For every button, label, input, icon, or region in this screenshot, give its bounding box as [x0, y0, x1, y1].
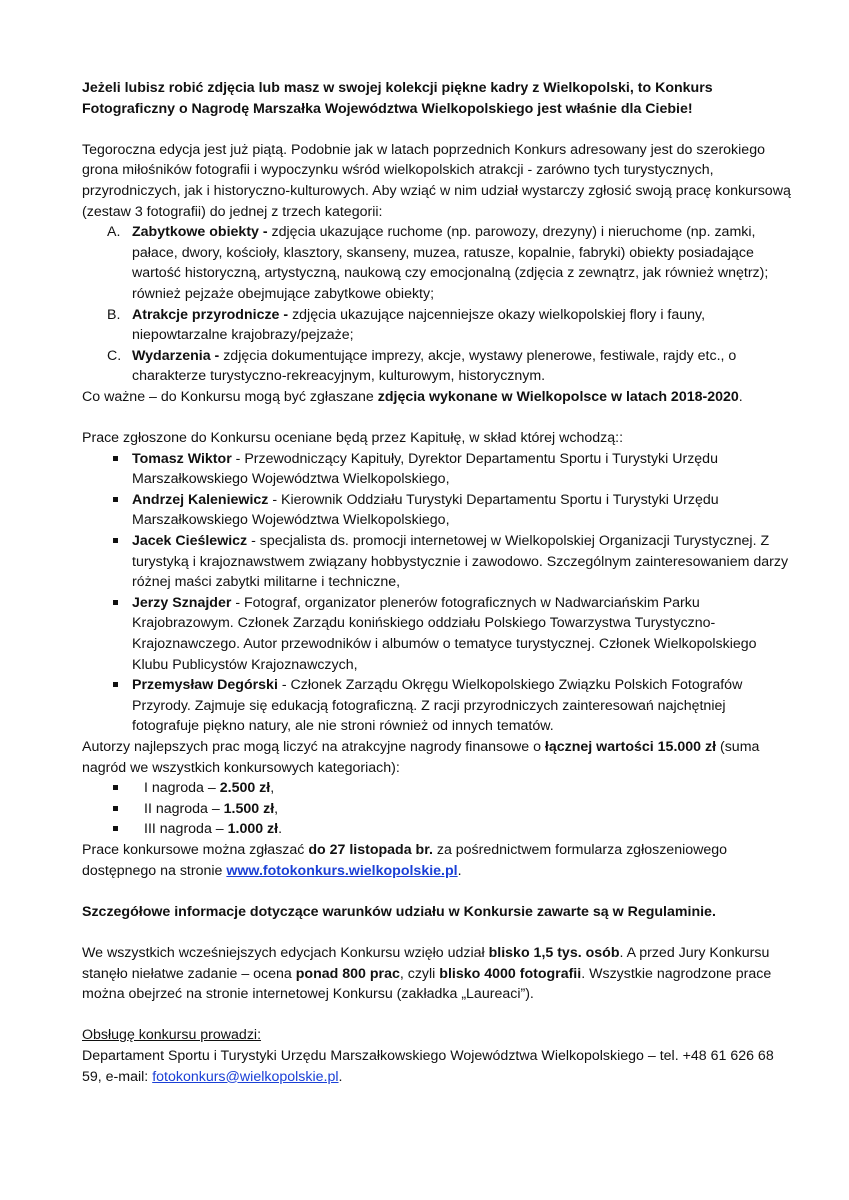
prize-label: I nagroda –: [144, 780, 220, 797]
category-marker: A.: [107, 224, 121, 241]
important-note: [82, 387, 793, 408]
history-text: . Wszystkie nagrodzone prace można obejrzeć na stronie internetowej Konkursu (zakładka „Laureaci”).: [82, 965, 772, 1003]
square-bullet-icon: [113, 785, 118, 790]
important-prefix: Co ważne – do Konkursu mogą być zgłaszane: [82, 388, 378, 405]
square-bullet-icon: [113, 538, 118, 543]
jury-member-desc: - specjalista ds. promocji internetowej w Wielkopolskiej Organizacji Turystycznej. Z turystyką i krajoznawstwem związany hobbystycznie i zawodowo. Szczególnym zainteresowaniem darzy różnej maści zabytki militarne i techniczne,: [132, 533, 789, 591]
prize-label: III nagroda –: [144, 821, 228, 838]
submission-deadline: do 27 listopada br.: [308, 841, 433, 858]
category-title: Atrakcje przyrodnicze -: [132, 306, 289, 323]
category-marker: C.: [107, 347, 122, 364]
jury-member-desc: - Fotograf, organizator plenerów fotograficznych w Nadwarciańskim Parku Krajobrazowym. Członek Zarządu konińskiego oddziału Polskiego Towarzystwa Turystyczno-Krajoznawczego. Autor przewodników i albumów o tematyce turystycznej. Członek Wielkopolskiego Klubu Publicystów Krajoznawczych,: [132, 594, 757, 673]
category-desc: zdjęcia ukazujące najcenniejsze okazy wielkopolskiej flory i fauny, niepowtarzalne krajobrazy/pejzaże;: [132, 306, 706, 344]
jury-member-name: Andrzej Kaleniewicz: [132, 491, 269, 508]
submission-middle: za pośrednictwem formularza zgłoszeniowego dostępnego na stronie: [82, 841, 728, 879]
category-item: [82, 222, 793, 304]
history-bold: blisko 4000 fotografii: [439, 965, 582, 982]
prizes-prefix: Autorzy najlepszych prac mogą liczyć na atrakcyjne nagrody finansowe o: [82, 739, 545, 755]
jury-member-desc: - Członek Zarządu Okręgu Wielkopolskiego Związku Polskich Fotografów Przyrody. Zajmuje się edukacją fotograficzną. Z racji przyrodniczych zainteresowań najchętniej fotografuje piękno natury, ale nie stroni również od innych tematów.: [132, 677, 743, 735]
category-desc: zdjęcia ukazujące ruchome (np. parowozy, drezyny) i nieruchome (np. zamki, pałace, dwory, kościoły, klasztory, skanseny, muzea, ratusze, kopalnie, fabryki) obiekty posiadające wartość historyczną, artystyczną, naukową czy emocjonalną (zdjęcia z zewnątrz, jak również wnętrz); również pejzaże obejmujące zabytkowe obiekty;: [132, 224, 769, 302]
jury-member: [82, 490, 793, 531]
contest-website-link[interactable]: www.fotokonkurs.wielkopolskie.pl: [226, 862, 458, 879]
square-bullet-icon: [113, 826, 118, 831]
contact-heading: Obsługę konkursu prowadzi:: [82, 1027, 262, 1044]
prize-amount: 1.000 zł: [227, 821, 279, 838]
important-bold: zdjęcia wykonane w Wielkopolsce w latach 2018-2020: [377, 388, 739, 405]
category-title: Zabytkowe obiekty -: [132, 224, 268, 241]
jury-member-name: Przemysław Degórski: [132, 677, 278, 694]
prize-end: ,: [274, 800, 279, 817]
prize-item: [82, 778, 793, 799]
prize-amount: 1.500 zł: [223, 800, 275, 817]
square-bullet-icon: [113, 806, 118, 811]
jury-member: [82, 531, 793, 593]
contact-email-link[interactable]: fotokonkurs@wielkopolskie.pl: [152, 1068, 339, 1085]
prizes-total: łącznej wartości 15.000 zł: [544, 739, 717, 755]
jury-member-desc: - Przewodniczący Kapituły, Dyrektor Departamentu Sportu i Turystyki Urzędu Marszałkowskiego Województwa Wielkopolskiego,: [132, 450, 718, 488]
jury-member-desc: - Kierownik Oddziału Turystyki Departamentu Sportu i Turystyki Urzędu Marszałkowskiego Województwa Wielkopolskiego,: [132, 491, 719, 529]
square-bullet-icon: [113, 682, 118, 687]
jury-member-name: Jerzy Sznajder: [132, 594, 232, 611]
square-bullet-icon: [113, 497, 118, 502]
history-bold: ponad 800 prac: [295, 965, 400, 982]
jury-list: [82, 449, 793, 737]
square-bullet-icon: [113, 600, 118, 605]
prize-end: ,: [270, 780, 275, 797]
history-text: We wszystkich wcześniejszych edycjach Konkursu wzięło udział: [82, 944, 489, 961]
jury-member-name: Jacek Cieślewicz: [132, 533, 248, 550]
important-suffix: .: [738, 388, 743, 405]
submission-suffix: .: [457, 862, 462, 879]
prize-item: [82, 799, 793, 820]
intro-heading: Jeżeli lubisz robić zdjęcia lub masz w swojej kolekcji piękne kadry z Wielkopolski, to Konkurs Fotograficzny o Nagrodę Marszałka Województwa Wielkopolskiego jest właśnie dla Ciebie!: [82, 80, 713, 117]
prizes-intro: [82, 737, 793, 778]
history-text: . A przed Jury Konkursu stanęło niełatwe zadanie – ocena: [82, 944, 770, 982]
contact-info: [82, 1046, 793, 1087]
submission-info: [82, 840, 793, 881]
jury-intro: Prace zgłoszone do Konkursu oceniane będą przez Kapitułę, w skład której wchodzą::: [82, 430, 624, 447]
prizes-suffix: (suma nagród we wszystkich konkursowych kategoriach):: [82, 739, 760, 776]
category-marker: B.: [107, 306, 121, 323]
prizes-list: [82, 778, 793, 840]
history-text: , czyli: [399, 965, 440, 982]
square-bullet-icon: [113, 456, 118, 461]
category-desc: zdjęcia dokumentujące imprezy, akcje, wystawy plenerowe, festiwale, rajdy etc., o charakterze turystyczno-rekreacyjnym, kulturowym, historycznym.: [132, 347, 737, 385]
history-info: [82, 943, 793, 1005]
prize-end: .: [278, 821, 283, 838]
submission-prefix: Prace konkursowe można zgłaszać: [82, 841, 309, 858]
category-item: [82, 305, 793, 346]
prize-label: II nagroda –: [144, 800, 224, 817]
regulations-note: Szczegółowe informacje dotyczące warunków udziału w Konkursie zawarte są w Regulaminie.: [82, 903, 716, 920]
category-title: Wydarzenia -: [132, 347, 220, 364]
prize-item: [82, 819, 793, 840]
jury-member: [82, 675, 793, 737]
contact-text: Departament Sportu i Turystyki Urzędu Marszałkowskiego Województwa Wielkopolskiego – tel. +48 61 626 68 59, e-mail:: [82, 1047, 774, 1085]
jury-member: [82, 449, 793, 490]
categories-list: [82, 222, 793, 387]
jury-member-name: Tomasz Wiktor: [132, 450, 232, 467]
contact-suffix: .: [338, 1068, 343, 1085]
category-item: [82, 346, 793, 387]
history-bold: blisko 1,5 tys. osób: [488, 944, 620, 961]
intro-text: Tegoroczna edycja jest już piątą. Podobnie jak w latach poprzednich Konkurs adresowany jest do szerokiego grona miłośników fotografii i wypoczynku wśród wielkopolskich atrakcji - zarówno tych turystycznych, przyrodniczych, jak i historyczno-kulturowych. Aby wziąć w nim udział wystarczy zgłosić swoją pracę konkursową (zestaw 3 fotografii) do jednej z trzech kategorii:: [82, 141, 791, 220]
jury-member: [82, 593, 793, 675]
prize-amount: 2.500 zł: [219, 780, 271, 797]
